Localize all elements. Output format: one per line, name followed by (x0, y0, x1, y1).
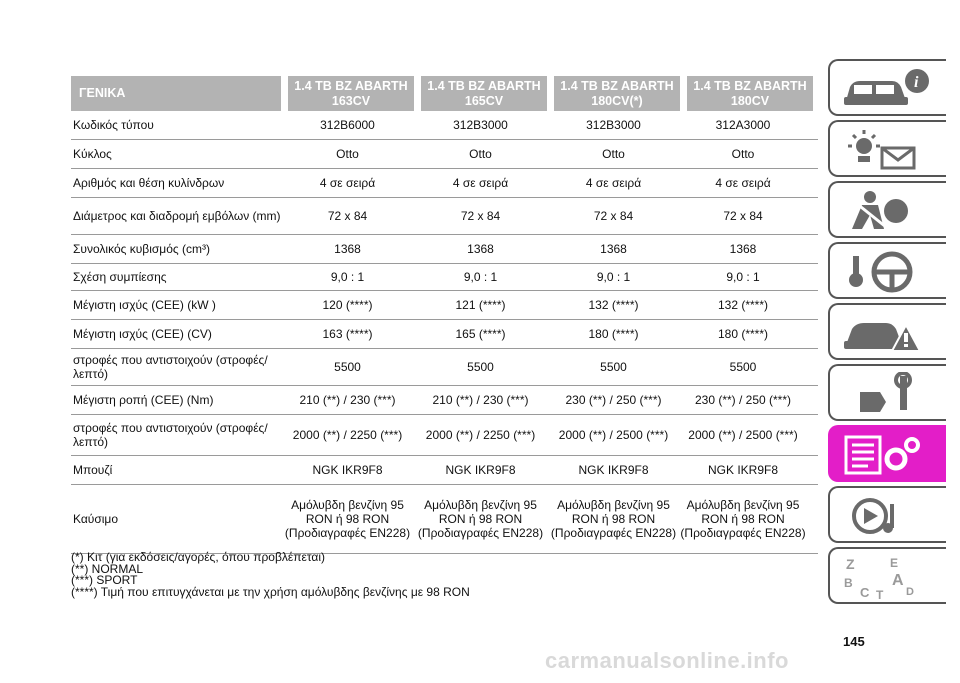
row-value: 1368 (600, 242, 627, 256)
row-value: 1368 (334, 242, 361, 256)
index-letters-icon (840, 555, 936, 599)
row-value: NGK IKR9F8 (578, 463, 649, 477)
footnote-sport: (***) SPORT (71, 573, 138, 587)
row-value: 4 σε σειρά (715, 176, 771, 190)
row-value: 2000 (**) / 2250 (***) (292, 428, 403, 442)
header-180cv: 1.4 TB BZ ABARTH 180CV (687, 76, 813, 111)
specs-table (71, 76, 818, 554)
row-value: Otto (731, 147, 755, 161)
tab-steering[interactable] (828, 242, 946, 299)
table-row (71, 111, 818, 140)
header-general: ΓΕΝΙΚΑ (71, 76, 281, 111)
table-row (71, 485, 818, 554)
row-value: 120 (****) (322, 298, 373, 312)
tab-index[interactable] (828, 547, 946, 604)
tab-multimedia[interactable] (828, 486, 946, 543)
footnote-normal: (**) NORMAL (71, 561, 144, 576)
row-value: 72 x 84 (593, 209, 634, 223)
row-value: Αμόλυβδη βενζίνη 95 RON ή 98 RON (Προδιαγραφές EN228) (417, 498, 544, 540)
row-label: Μπουζί (73, 463, 113, 477)
table-row (71, 456, 818, 485)
car-breakdown-icon (840, 311, 936, 355)
row-label: Μέγιστη ροπή (CEE) (Nm) (73, 393, 214, 407)
chapter-sidebar (828, 59, 946, 608)
row-label: στροφές που αντιστοιχούν (στροφές/λεπτό) (73, 421, 268, 449)
table-row (71, 264, 818, 291)
row-value: 5500 (334, 360, 361, 374)
tab-car-info[interactable] (828, 59, 946, 116)
index-letter-d: D (906, 586, 914, 598)
row-value: 4 σε σειρά (319, 176, 376, 190)
row-value: 230 (**) / 250 (***) (565, 393, 662, 407)
row-value: 9,0 : 1 (726, 270, 760, 284)
row-value: NGK IKR9F8 (312, 463, 383, 477)
table-header (71, 76, 818, 111)
row-value: Αμόλυβδη βενζίνη 95 RON ή 98 RON (Προδιαγραφές EN228) (284, 498, 411, 540)
row-value: 9,0 : 1 (463, 270, 498, 284)
row-value: 4 σε σειρά (585, 176, 642, 190)
row-value: 312B6000 (320, 118, 375, 132)
tab-airbag-safety[interactable] (828, 181, 946, 238)
row-value: 72 x 84 (723, 209, 763, 223)
index-letter-c: C (860, 585, 870, 599)
footnote-98ron: (****) Τιμή που επιτυγχάνεται με την χρήση αμόλυβδης βενζίνης με 98 RON (71, 584, 470, 599)
row-label: Μέγιστη ισχύς (CEE) (CV) (73, 327, 212, 341)
table-row (71, 140, 818, 169)
car-info-icon (840, 67, 936, 111)
row-value: 1368 (467, 242, 494, 256)
tab-dashboard-lights[interactable] (828, 120, 946, 177)
row-value: 2000 (**) / 2500 (***) (558, 428, 669, 442)
row-value: 72 x 84 (460, 209, 501, 223)
row-value: 132 (****) (588, 298, 639, 312)
footnotes (71, 552, 470, 598)
row-value: 2000 (**) / 2250 (***) (425, 428, 536, 442)
row-value: 312A3000 (715, 118, 771, 132)
row-value: 163 (****) (322, 327, 373, 341)
row-label: Σχέση συμπίεσης (73, 270, 167, 284)
row-label: Κωδικός τύπου (73, 118, 154, 132)
svg-text:i: i (914, 74, 919, 91)
row-value: 4 σε σειρά (452, 176, 509, 190)
row-value: 180 (****) (717, 327, 769, 341)
multimedia-icon (840, 494, 936, 538)
index-letter-b: B (844, 576, 853, 590)
table-row (71, 235, 818, 264)
table-row (71, 198, 818, 235)
table-body (71, 111, 818, 554)
row-value: 9,0 : 1 (596, 270, 631, 284)
table-row (71, 386, 818, 415)
row-value: 210 (**) / 230 (***) (299, 393, 396, 407)
page-number: 145 (843, 634, 865, 649)
row-value: 2000 (**) / 2500 (***) (688, 428, 798, 442)
row-value: 121 (****) (455, 298, 506, 312)
row-value: 5500 (467, 360, 494, 374)
row-label: Συνολικός κυβισμός (cm³) (73, 242, 210, 256)
tab-breakdown[interactable] (828, 303, 946, 360)
row-value: 230 (**) / 250 (***) (694, 393, 792, 407)
table-row (71, 169, 818, 198)
row-label: Κύκλος (73, 147, 112, 161)
index-letter-t: T (876, 588, 884, 599)
row-value: Otto (469, 147, 492, 161)
steering-wheel-icon (840, 250, 936, 294)
header-163cv: 1.4 TB BZ ABARTH 163CV (288, 76, 414, 111)
row-value: 312B3000 (453, 118, 508, 132)
row-value: Αμόλυβδη βενζίνη 95 RON ή 98 RON (Προδιαγραφές EN228) (680, 498, 806, 540)
row-value: 312B3000 (586, 118, 641, 132)
table-row (71, 415, 818, 456)
tab-maintenance[interactable] (828, 364, 946, 421)
row-value: 132 (****) (717, 298, 769, 312)
airbag-safety-icon (840, 189, 936, 233)
row-value: 165 (****) (455, 327, 506, 341)
index-letter-z: Z (846, 556, 855, 572)
footnote-kit: (*) Κιτ (για εκδόσεις/αγορές, όπου προβλέπεται) (71, 550, 326, 564)
row-value: 9,0 : 1 (330, 270, 365, 284)
dashboard-lights-icon (840, 128, 936, 172)
row-value: 1368 (729, 242, 757, 256)
row-value: 180 (****) (588, 327, 639, 341)
row-value: Otto (602, 147, 625, 161)
row-value: NGK IKR9F8 (707, 463, 779, 477)
row-value: 210 (**) / 230 (***) (432, 393, 529, 407)
index-letter-e: E (890, 556, 899, 570)
row-label: Διάμετρος και διαδρομή εμβόλων (mm) (73, 209, 281, 223)
header-165cv: 1.4 TB BZ ABARTH 165CV (421, 76, 547, 111)
row-value: 72 x 84 (327, 209, 368, 223)
row-value: NGK IKR9F8 (445, 463, 516, 477)
tab-technical-specs[interactable] (828, 425, 946, 482)
row-value: 5500 (729, 360, 757, 374)
row-label: στροφές που αντιστοιχούν (στροφές/λεπτό) (73, 353, 268, 381)
row-label: Μέγιστη ισχύς (CEE) (kW ) (73, 298, 216, 312)
row-label: Αριθμός και θέση κυλίνδρων (73, 176, 225, 190)
table-row (71, 320, 818, 349)
maintenance-tools-icon (840, 372, 936, 416)
footer-watermark: carmanualsonline.info (545, 648, 789, 673)
table-row (71, 291, 818, 320)
header-180cv-kit: 1.4 TB BZ ABARTH 180CV(*) (554, 76, 680, 111)
row-value: 5500 (600, 360, 627, 374)
table-row (71, 349, 818, 386)
row-value: Αμόλυβδη βενζίνη 95 RON ή 98 RON (Προδιαγραφές EN228) (550, 498, 677, 540)
row-label: Καύσιμο (73, 512, 119, 526)
technical-specs-icon (840, 433, 936, 477)
index-letter-a: A (892, 572, 904, 589)
row-value: Otto (336, 147, 359, 161)
